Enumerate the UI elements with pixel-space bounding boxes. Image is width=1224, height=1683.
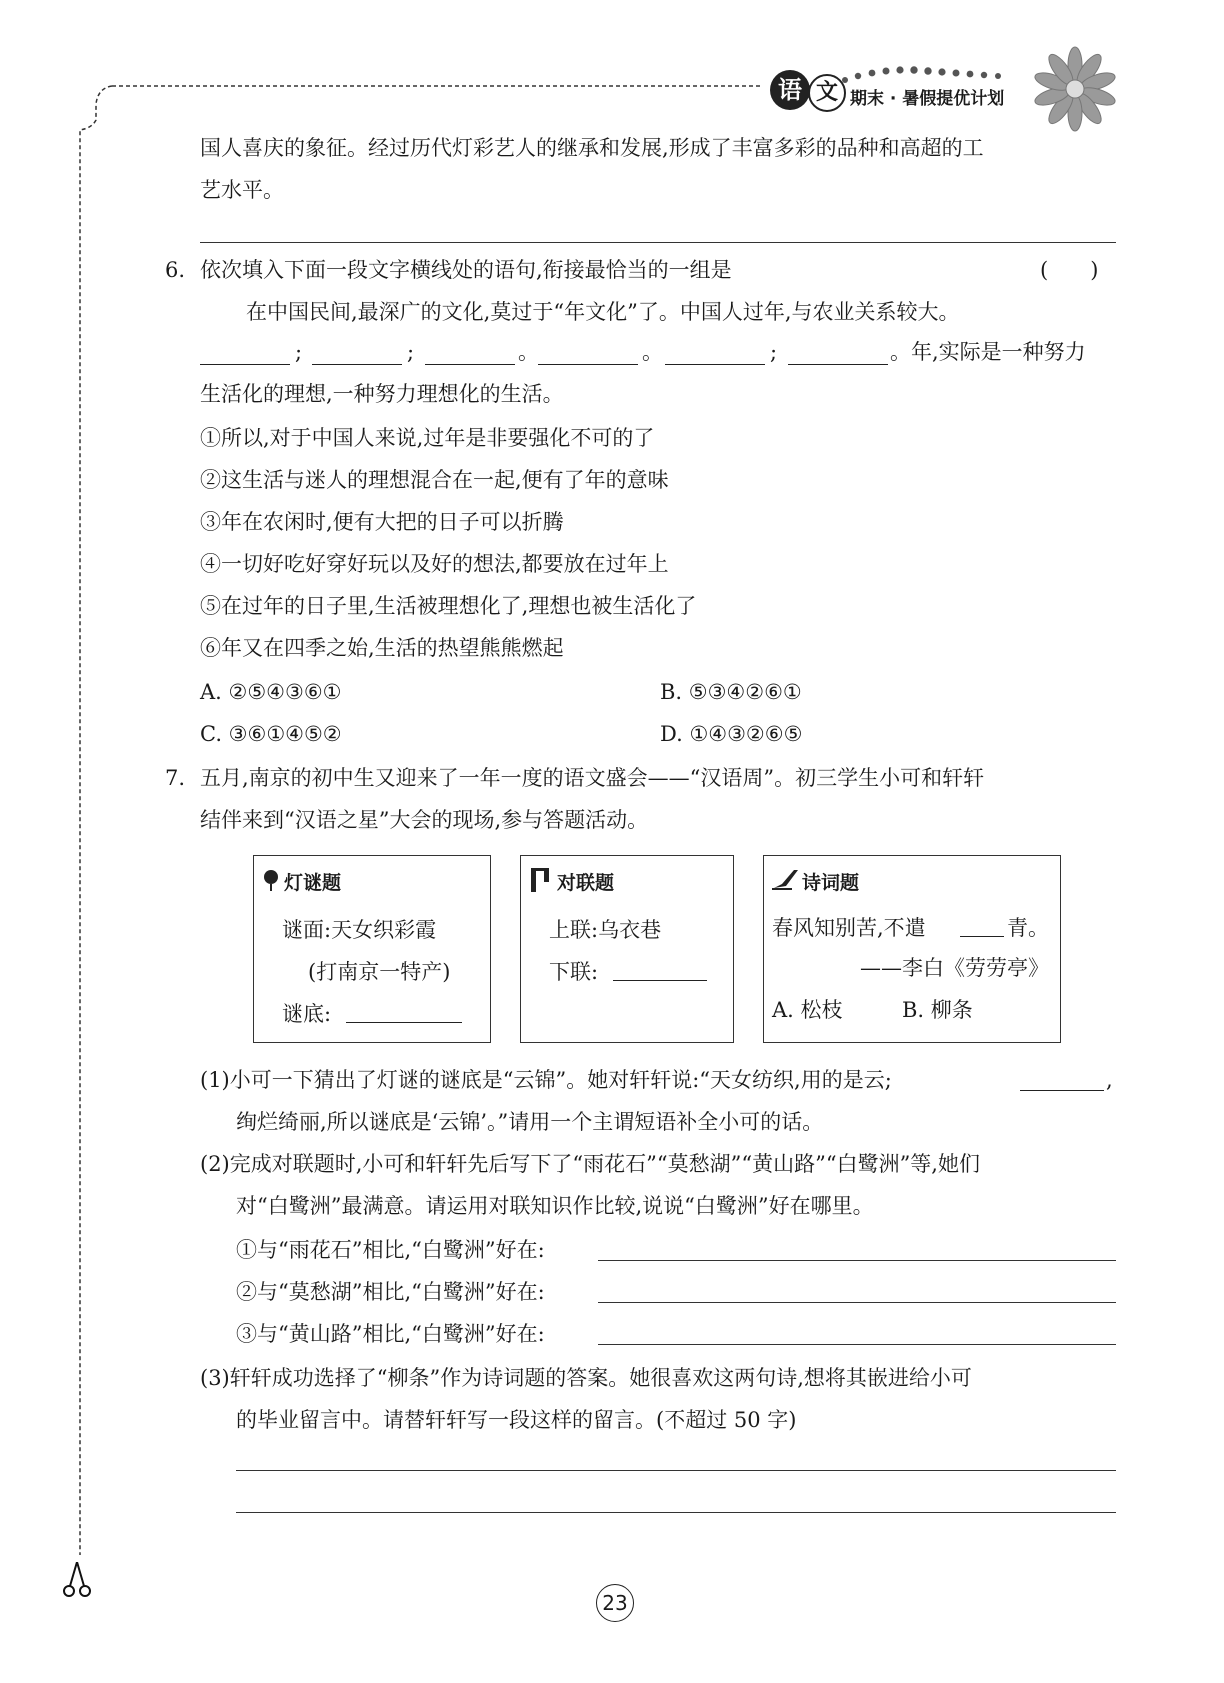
q7-sub2-answer-line-1[interactable] <box>598 1260 1116 1261</box>
q6-blank-1[interactable] <box>200 342 290 365</box>
poem-answer-blank[interactable] <box>960 914 1004 937</box>
q6-sep-2: ; <box>407 340 415 364</box>
q7-sub3-answer-line-2[interactable] <box>236 1512 1116 1513</box>
q6-option-c[interactable]: C. ③⑥①④⑤② <box>200 722 342 746</box>
q6-item-2: ②这生活与迷人的理想混合在一起,便有了年的意味 <box>200 468 669 492</box>
q6-number: 6. <box>165 258 186 282</box>
q6-blank-3[interactable] <box>425 342 515 365</box>
flower-icon <box>1030 44 1120 134</box>
q6-option-d[interactable]: D. ①④③②⑥⑤ <box>660 722 803 746</box>
page-number: 23 <box>596 1584 634 1622</box>
top-paragraph-line-1: 国人喜庆的象征。经过历代灯彩艺人的继承和发展,形成了丰富多彩的品种和高超的工 <box>200 136 984 160</box>
scissors-icon <box>62 1562 92 1598</box>
q7-sub2-answer-line-3[interactable] <box>598 1344 1116 1345</box>
q6-stem: 依次填入下面一段文字横线处的语句,衔接最恰当的一组是 <box>200 258 732 282</box>
riddle-line-3: 谜底: <box>282 1002 332 1026</box>
couplet-title: 对联题 <box>557 872 615 894</box>
q6-blank-4[interactable] <box>538 342 638 365</box>
subject-badge-yu: 语 <box>770 70 810 110</box>
q7-line-1: 五月,南京的初中生又迎来了一年一度的语文盛会——“汉语周”。初三学生小可和轩轩 <box>200 766 985 790</box>
couplet-box <box>520 855 734 1043</box>
q6-option-a[interactable]: A. ②⑤④③⑥① <box>200 680 342 704</box>
riddle-answer-blank[interactable] <box>346 1000 462 1023</box>
header-subtitle: 期末 · 暑假提优计划 <box>850 89 1005 109</box>
q6-item-6: ⑥年又在四季之始,生活的热望熊熊燃起 <box>200 636 564 660</box>
couplet-icon <box>529 866 551 894</box>
q7-sub1-line-1a: (1)小可一下猜出了灯谜的谜底是“云锦”。她对轩轩说:“天女纺织,用的是云; <box>200 1068 892 1092</box>
q7-line-2: 结伴来到“汉语之星”大会的现场,参与答题活动。 <box>200 808 649 832</box>
answer-line[interactable] <box>200 242 1116 243</box>
q7-sub1-blank[interactable] <box>1020 1068 1104 1091</box>
q7-sub1-line-2: 绚烂绮丽,所以谜底是‘云锦’。”请用一个主谓短语补全小可的话。 <box>236 1110 824 1134</box>
poem-option-a[interactable]: A. 松枝 <box>772 998 843 1022</box>
poem-line-2: ——李白《劳劳亭》 <box>860 956 1049 980</box>
poem-title: 诗词题 <box>802 872 860 894</box>
q7-sub2-item-1: ①与“雨花石”相比,“白鹭洲”好在: <box>236 1238 545 1262</box>
brush-icon <box>772 868 800 890</box>
q7-sub3-line-1: (3)轩轩成功选择了“柳条”作为诗词题的答案。她很喜欢这两句诗,想将其嵌进给小可 <box>200 1366 972 1390</box>
riddle-title: 灯谜题 <box>284 872 342 894</box>
q6-sep-1: ; <box>295 340 303 364</box>
q6-passage-tail: 。年,实际是一种努力 <box>890 340 1086 364</box>
subject-badge-wen: 文 <box>808 74 846 112</box>
riddle-line-2: (打南京一特产) <box>308 960 451 984</box>
q7-sub3-answer-line-1[interactable] <box>236 1470 1116 1471</box>
q6-blank-row <box>200 338 1116 368</box>
q6-passage-line-1: 在中国民间,最深广的文化,莫过于“年文化”了。中国人过年,与农业关系较大。 <box>246 300 960 324</box>
top-paragraph-line-2: 艺水平。 <box>200 178 284 202</box>
q6-item-4: ④一切好吃好穿好玩以及好的想法,都要放在过年上 <box>200 552 669 576</box>
couplet-line-2: 下联: <box>549 960 599 984</box>
poem-option-b[interactable]: B. 柳条 <box>902 998 973 1022</box>
q6-item-1: ①所以,对于中国人来说,过年是非要强化不可的了 <box>200 426 655 450</box>
q7-sub2-item-3: ③与“黄山路”相比,“白鹭洲”好在: <box>236 1322 545 1346</box>
poem-line-1b: 青。 <box>1007 916 1049 940</box>
q6-sep-4: 。 <box>642 340 663 364</box>
q6-sep-3: 。 <box>518 340 539 364</box>
couplet-line-1: 上联:乌衣巷 <box>549 918 662 942</box>
riddle-box <box>253 855 491 1043</box>
bead-string-decoration <box>840 60 1040 90</box>
q7-sub1-line-1b: , <box>1106 1068 1113 1092</box>
q6-blank-2[interactable] <box>312 342 402 365</box>
poem-box <box>763 855 1061 1043</box>
q6-blank-6[interactable] <box>788 342 888 365</box>
q6-blank-5[interactable] <box>665 342 765 365</box>
q6-sep-5: ; <box>770 340 778 364</box>
q7-sub2-answer-line-2[interactable] <box>598 1302 1116 1303</box>
q7-sub2-line-1: (2)完成对联题时,小可和轩轩先后写下了“雨花石”“莫愁湖”“黄山路”“白鹭洲”等,她们 <box>200 1152 980 1176</box>
q7-sub2-line-2: 对“白鹭洲”最满意。请运用对联知识作比较,说说“白鹭洲”好在哪里。 <box>236 1194 874 1218</box>
q6-answer-paren[interactable]: ( ) <box>1040 258 1099 282</box>
couplet-answer-blank[interactable] <box>613 958 707 981</box>
lantern-icon <box>262 868 280 892</box>
q6-item-5: ⑤在过年的日子里,生活被理想化了,理想也被生活化了 <box>200 594 697 618</box>
riddle-line-1: 谜面:天女织彩霞 <box>282 918 437 942</box>
q7-number: 7. <box>165 766 186 790</box>
q6-item-3: ③年在农闲时,便有大把的日子可以折腾 <box>200 510 564 534</box>
q7-sub2-item-2: ②与“莫愁湖”相比,“白鹭洲”好在: <box>236 1280 545 1304</box>
q7-sub3-line-2: 的毕业留言中。请替轩轩写一段这样的留言。(不超过 50 字) <box>236 1408 797 1432</box>
poem-line-1a: 春风知别苦,不遣 <box>772 916 926 940</box>
q6-passage-line-3: 生活化的理想,一种努力理想化的生活。 <box>200 382 564 406</box>
q6-option-b[interactable]: B. ⑤③④②⑥① <box>660 680 802 704</box>
